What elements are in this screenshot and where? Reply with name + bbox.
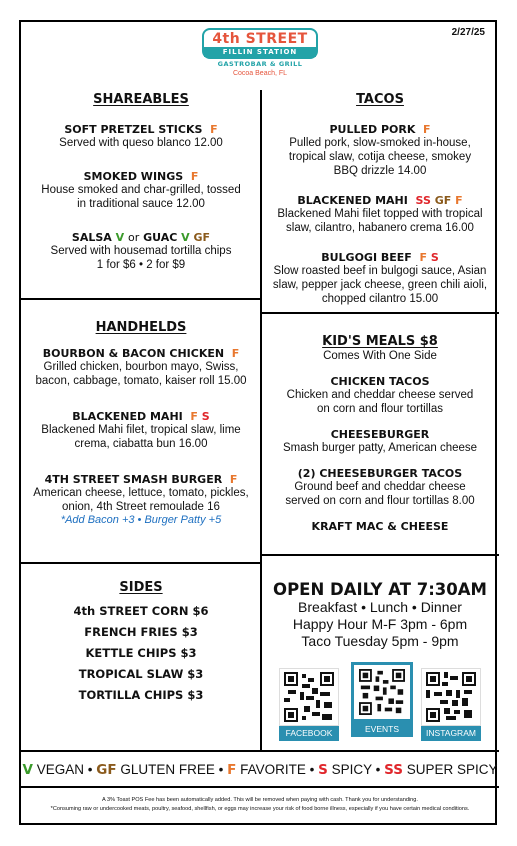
item-name: BLACKENED MAHI bbox=[297, 194, 408, 207]
qr-label: INSTAGRAM bbox=[421, 726, 481, 741]
spicy-tag: S bbox=[430, 251, 439, 264]
item-description: Ground beef and cheddar cheese bbox=[294, 481, 466, 493]
kids-meals-section bbox=[261, 334, 499, 533]
legend-label: SPICY • bbox=[331, 762, 381, 777]
qr-code-icon bbox=[421, 668, 481, 726]
right-divider-2 bbox=[260, 554, 499, 556]
favorite-tag: F bbox=[231, 347, 240, 360]
vegan-tag: V bbox=[181, 231, 190, 244]
legend-label: GLUTEN FREE • bbox=[120, 762, 224, 777]
kids-subtitle: Comes With One Side bbox=[323, 350, 437, 362]
logo-title: 4th STREET bbox=[212, 31, 308, 47]
menu-date: 2/27/25 bbox=[451, 27, 485, 38]
menu-item bbox=[21, 410, 261, 451]
menu-item bbox=[261, 428, 499, 455]
dietary-legend bbox=[21, 762, 499, 778]
hours-section bbox=[261, 580, 499, 650]
item-name: (2) CHEESEBURGER TACOS bbox=[297, 467, 463, 480]
qr-card-facebook[interactable] bbox=[279, 668, 339, 741]
menu-item bbox=[21, 231, 261, 272]
shareables-section bbox=[21, 92, 261, 272]
gluten-free-tag: GF bbox=[434, 194, 452, 207]
menu-item bbox=[261, 467, 499, 508]
item-description: Smash burger patty, American cheese bbox=[282, 442, 478, 454]
logo-band: FILLIN STATION bbox=[204, 47, 316, 57]
item-description: onion, 4th Street remoulade 16 bbox=[62, 501, 220, 513]
favorite-tag: F bbox=[423, 123, 431, 136]
hours-line: Happy Hour M-F 3pm - 6pm bbox=[292, 616, 468, 632]
favorite-tag: F bbox=[190, 170, 199, 183]
qr-label: EVENTS bbox=[351, 722, 413, 737]
hours-line: Taco Tuesday 5pm - 9pm bbox=[301, 633, 459, 649]
qr-card-events[interactable] bbox=[351, 662, 413, 737]
right-divider-1 bbox=[260, 312, 499, 314]
list-item: TROPICAL SLAW $3 bbox=[78, 667, 204, 681]
item-name: BLACKENED MAHI bbox=[72, 410, 183, 423]
section-title-kids: KID'S MEALS $8 bbox=[322, 334, 438, 349]
left-divider-2 bbox=[21, 562, 261, 564]
item-description: bacon, cabbage, tomato, kaiser roll 15.00 bbox=[35, 375, 247, 387]
footnote-line: A 3% Toast POS Fee has been automatically added. This will be removed when paying with cash. Thank you for understanding. bbox=[102, 797, 418, 803]
menu-item bbox=[261, 194, 499, 235]
item-description: Served with housemad tortilla chips bbox=[50, 245, 232, 257]
list-item: 4th STREET CORN $6 bbox=[73, 604, 209, 618]
item-description: Served with queso blanco 12.00 bbox=[59, 137, 223, 149]
legend-label: VEGAN • bbox=[36, 762, 93, 777]
section-title-handhelds: HANDHELDS bbox=[95, 320, 187, 335]
item-description: tropical slaw, cotija cheese, smokey bbox=[288, 151, 472, 163]
item-name: BOURBON & BACON CHICKEN bbox=[42, 347, 225, 360]
sides-section bbox=[21, 580, 261, 706]
super-spicy-tag: SS bbox=[415, 194, 431, 207]
item-name: CHEESEBURGER bbox=[330, 428, 430, 441]
qr-card-instagram[interactable] bbox=[421, 668, 481, 741]
favorite-key: F bbox=[227, 762, 237, 778]
favorite-tag: F bbox=[229, 473, 238, 486]
logo-subtitle: GASTROBAR & GRILL bbox=[217, 60, 303, 68]
menu-item bbox=[261, 251, 499, 306]
item-description: Slow roasted beef in bulgogi sauce, Asian bbox=[273, 265, 487, 277]
gluten-free-tag: GF bbox=[193, 231, 211, 244]
menu-item bbox=[21, 473, 261, 526]
item-name: BULGOGI BEEF bbox=[321, 251, 412, 264]
menu-item bbox=[261, 123, 499, 178]
item-description: Blackened Mahi filet, tropical slaw, lime bbox=[41, 424, 241, 436]
menu-item bbox=[21, 170, 261, 211]
left-divider-1 bbox=[21, 298, 261, 300]
spicy-tag: S bbox=[201, 410, 210, 423]
vegan-tag: V bbox=[115, 231, 125, 244]
item-description: American cheese, lettuce, tomato, pickles, bbox=[33, 487, 249, 499]
legend-label: SUPER SPICY bbox=[406, 762, 498, 777]
item-name: CHICKEN TACOS bbox=[330, 375, 430, 388]
tacos-section bbox=[261, 92, 499, 306]
item-description: Blackened Mahi filet topped with tropical bbox=[277, 208, 483, 220]
open-title: OPEN DAILY AT 7:30AM bbox=[273, 580, 487, 599]
restaurant-logo bbox=[202, 28, 318, 78]
item-description: Chicken and cheddar cheese served bbox=[286, 389, 474, 401]
menu-item bbox=[261, 375, 499, 416]
menu-sheet bbox=[19, 20, 497, 825]
favorite-tag: F bbox=[210, 123, 218, 136]
item-name: SALSA bbox=[71, 231, 112, 244]
favorite-tag: F bbox=[419, 251, 427, 264]
or-text: or bbox=[128, 231, 140, 244]
qr-label: FACEBOOK bbox=[279, 726, 339, 741]
item-description: served on corn and flour tortillas 8.00 bbox=[285, 495, 475, 507]
gluten-free-key: GF bbox=[96, 762, 117, 778]
legend-label: FAVORITE • bbox=[240, 762, 315, 777]
favorite-tag: F bbox=[455, 194, 463, 207]
qr-code-icon bbox=[279, 668, 339, 726]
super-spicy-key: SS bbox=[384, 762, 403, 778]
item-description: 1 for $6 • 2 for $9 bbox=[96, 259, 186, 271]
item-description: on corn and flour tortillas bbox=[317, 403, 443, 415]
item-description: BBQ drizzle 14.00 bbox=[333, 165, 427, 177]
sides-list bbox=[21, 601, 261, 706]
item-description: Grilled chicken, bourbon mayo, Swiss, bbox=[43, 361, 239, 373]
favorite-tag: F bbox=[190, 410, 198, 423]
logo-badge bbox=[202, 28, 318, 59]
footnote-line: *Consuming raw or undercooked meats, poultry, seafood, shellfish, or eggs may increase your risk of food borne illness, especially if you have certain medical conditions. bbox=[50, 806, 470, 812]
menu-item bbox=[21, 347, 261, 388]
menu-item bbox=[261, 520, 499, 533]
qr-code-icon bbox=[351, 662, 413, 722]
section-title-tacos: TACOS bbox=[356, 92, 404, 107]
list-item: TORTILLA CHIPS $3 bbox=[78, 688, 204, 702]
item-description: slaw, pepper jack cheese, green chili aioli, bbox=[272, 279, 488, 291]
addon-note: *Add Bacon +3 • Burger Patty +5 bbox=[60, 514, 222, 526]
section-title-shareables: SHAREABLES bbox=[93, 92, 189, 107]
item-description: crema, ciabatta bun 16.00 bbox=[74, 438, 208, 450]
legend-divider bbox=[21, 750, 499, 752]
list-item: KETTLE CHIPS $3 bbox=[85, 646, 197, 660]
item-name: SOFT PRETZEL STICKS bbox=[64, 123, 203, 136]
vegan-key: V bbox=[22, 762, 33, 778]
footnote bbox=[21, 796, 499, 814]
item-description: House smoked and char-grilled, tossed bbox=[41, 184, 241, 196]
footnote-divider bbox=[21, 786, 499, 788]
item-name: SMOKED WINGS bbox=[83, 170, 184, 183]
item-name: KRAFT MAC & CHEESE bbox=[311, 520, 449, 533]
item-name: GUAC bbox=[143, 231, 178, 244]
handhelds-section bbox=[21, 320, 261, 526]
item-description: chopped cilantro 15.00 bbox=[321, 293, 439, 305]
spicy-key: S bbox=[318, 762, 328, 778]
section-title-sides: SIDES bbox=[119, 580, 163, 595]
item-name: PULLED PORK bbox=[329, 123, 416, 136]
item-description: in traditional sauce 12.00 bbox=[77, 198, 205, 210]
hours-line: Breakfast • Lunch • Dinner bbox=[298, 599, 462, 615]
item-description: slaw, cilantro, habanero crema 16.00 bbox=[286, 222, 474, 234]
logo-city: Cocoa Beach, FL bbox=[232, 70, 288, 77]
list-item: FRENCH FRIES $3 bbox=[84, 625, 198, 639]
item-name: 4TH STREET SMASH BURGER bbox=[44, 473, 223, 486]
item-description: Pulled pork, slow-smoked in-house, bbox=[289, 137, 471, 149]
menu-item bbox=[21, 123, 261, 150]
